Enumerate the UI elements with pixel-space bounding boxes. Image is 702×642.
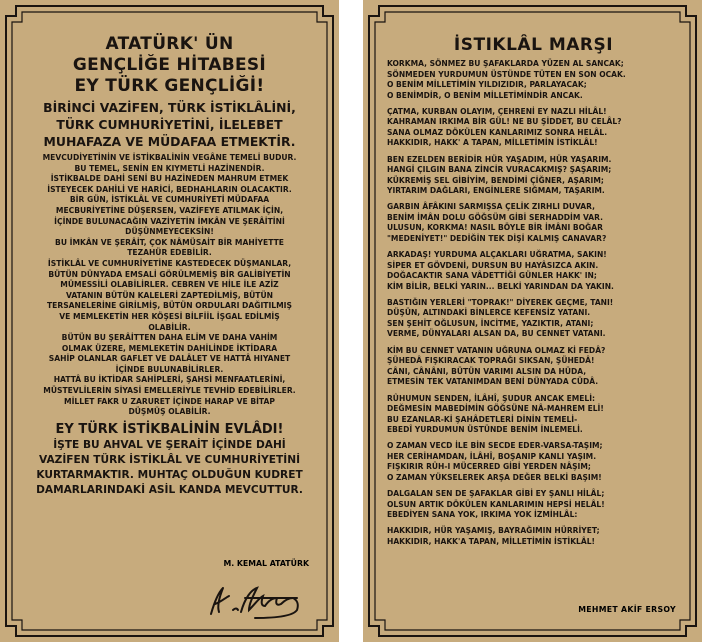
hitabe-intro (20, 99, 319, 150)
body-line: BU İMKÂN VE ŞERÂİT, ÇOK NÂMÜSAİT BİR MAHİYETTE (55, 237, 284, 247)
stanza-line: GARBIN ÂFÂKINI SARMIŞSA ÇELİK ZIRHLI DUVAR, (387, 202, 595, 212)
body-line: TERSANELERİNE GİRİLMİŞ, BÜTÜN ORDULARI DAĞITILMIŞ (47, 301, 292, 311)
stanza-line: HAKKIDIR, HAKK'A TAPAN, MİLLETİMİN İSTİKLÂL! (387, 536, 595, 546)
body-line: BÜTÜN DÜNYADA EMSALİ GÖRÜLMEMİŞ BİR GALİBİYETİN (48, 269, 291, 279)
body-line: İÇİNDE BULUNACAĞIN VAZİYETİN İMKÂN VE ŞERÂİTİNİ (54, 216, 285, 226)
body-line: İSTEYECEK DAHİLİ VE HARİCİ, BEDHAHLARIN OLACAKTIR. (47, 184, 292, 194)
body-line: BU TEMEL, SENİN EN KIYMETLİ HAZİNENDİR. (74, 163, 265, 173)
stanza-line: DÜŞÜN, ALTINDAKİ BİNLERCE KEFENSİZ YATANI. (387, 308, 591, 318)
closing-line: DAMARLARINDAKİ ASİL KANDA MEVCUTTUR. (36, 483, 303, 496)
signature-name: M. KEMAL ATATÜRK (223, 559, 309, 568)
stanza-line: KİM BU CENNET VATANIN UĞRUNA OLMAZ Kİ FEDÂ? (387, 345, 606, 355)
stanza-line: DOĞACAKTIR SANA VÂDETTİĞİ GÜNLER HAKK' IN; (387, 271, 597, 281)
body-line: TEZAHÜR EDEBİLİR. (127, 248, 212, 258)
hitabe-body (20, 153, 319, 418)
hitabe-closing (20, 438, 319, 498)
body-line: MEVCUDİYETİNİN VE İSTİKBALİNİN VEGÂNE TEMELİ BUDUR. (42, 153, 297, 162)
stanza-line: RÛHUMUN SENDEN, İLÂHÎ, ŞUDUR ANCAK EMELİ: (387, 393, 596, 403)
ataturk-signature-image (205, 578, 315, 624)
intro-line: BİRİNCİ VAZİFEN, TÜRK İSTİKLÂLİNİ, (43, 100, 296, 115)
stanza-line: O ZAMAN YÜKSELEREK ARŞA DEĞER BELKİ BAŞIM! (387, 472, 602, 482)
gencelige-hitabe-plaque (0, 0, 339, 642)
stanza-line: ETMESİN TEK VATANIMDAN BENİ DÜNYADA CÜDÂ. (387, 377, 599, 387)
body-line: HATTÂ BU İKTİDAR SAHİPLERİ, ŞAHSİ MENFAATLERİNİ, (53, 375, 286, 385)
stanza (387, 441, 680, 483)
stanza-line: DALGALAN SEN DE ŞAFAKLAR GİBİ EY ŞANLI HİLÂL; (387, 489, 605, 499)
body-line: İSTİKBALDE DAHİ SENİ BU HAZİNEDEN MAHRUM ETMEK (50, 174, 289, 184)
stanza-line: BU EZANLAR-Kİ ŞAHÂDETLERİ DİNİN TEMELİ- (387, 414, 578, 424)
title-line: EY TÜRK GENÇLİĞİ! (74, 76, 265, 96)
stanza-line: KİM BİLİR, BELKİ YARIN... BELKİ YARINDAN DA YAKIN. (387, 281, 614, 291)
stanza-line: ARKADAŞ! YURDUMA ALÇAKLARI UĞRATMA, SAKIN! (387, 250, 607, 260)
body-line: MÜMESSİLİ OLABİLİRLER. CEBREN VE HİLE İLE AZİZ (60, 280, 279, 290)
title-line: ATATÜRK' ÜN (105, 34, 234, 54)
stanza (387, 526, 680, 547)
stanza-line: KORKMA, SÖNMEZ BU ŞAFAKLARDA YÜZEN AL SANCAK; (387, 59, 624, 68)
stanza-line: SANA OLMAZ DÖKÜLEN KANLARIMIZ SONRA HELÂL. (387, 127, 608, 137)
stanza (387, 489, 680, 521)
author-signature: MEHMET AKİF ERSOY (578, 605, 676, 614)
intro-line: TÜRK CUMHURİYETİNİ, İLELEBET (56, 117, 283, 132)
stanza-line: O ZAMAN VECD İLE BİN SECDE EDER-VARSA-TAŞIM; (387, 441, 603, 451)
left-content (20, 34, 319, 620)
stanza-line: SÖNMEDEN YURDUMUN ÜSTÜNDE TÜTEN EN SON OCAK. (387, 69, 626, 79)
stanza-list (387, 59, 680, 547)
body-line: OLABİLİR. (148, 322, 191, 332)
hitabe-title (20, 34, 319, 97)
body-line: MÜSTEVLİLERİN SİYASİ EMELLERİYLE TEVHİD EDEBİLİRLER. (43, 386, 296, 396)
stanza-line: BASTIĞIN YERLERİ "TOPRAK!" DİYEREK GEÇME, TANI! (387, 297, 614, 307)
stanza-line: ULUSUN, KORKMA! NASIL BÖYLE BİR İMÂNI BOĞAR (387, 223, 603, 233)
stanza-line: FIŞKIRIR RÛH-I MÜCERRED GİBİ YERDEN NÂŞIM; (387, 462, 591, 472)
stanza-line: O BENİM MİLLETİMİN YILDIZIDIR, PARLAYACAK; (387, 80, 587, 89)
stanza (387, 202, 680, 244)
stanza-line: OLSUN ARTIK DÖKÜLEN KANLARIMIN HEPSİ HELÂL! (387, 499, 605, 509)
stanza-line: BEN EZELDEN BERİDİR HÜR YAŞADIM, HÜR YAŞARIM. (387, 154, 612, 164)
stanza (387, 298, 680, 340)
body-line: MİLLET FAKR U ZARURET İÇİNDE HARAP VE BİTAP (64, 396, 275, 406)
body-line: BİR GÜN, İSTİKLÂL VE CUMHURİYETİ MÜDAFAA (69, 195, 270, 205)
body-line: VATANIN BÜTÜN KALELERİ ZAPTEDİLMİŞ, BÜTÜN (65, 290, 274, 300)
stanza-line: HAKKIDIR, HAKK' A TAPAN, MİLLETİMİN İSTİKLÂL! (387, 138, 598, 148)
stanza-line: "MEDENİYET!" DEDİĞİN TEK DİŞİ KALMIŞ CANAVAR? (387, 233, 607, 243)
stanza-line: HAKKIDIR, HÜR YAŞAMIŞ, BAYRAĞIMIN HÜRRİYET; (387, 526, 600, 536)
stanza-line: YIRTARIM DAĞLARI, ENGİNLERE SIĞMAM, TAŞARIM. (387, 186, 605, 196)
closing-line: VAZİFEN TÜRK İSTİKLÂL VE CUMHURİYETİNİ (38, 453, 301, 466)
stanza-line: CÂNI, CÂNÂNI, BÜTÜN VARIMI ALSIN DA HÜDA, (387, 366, 587, 376)
stanza-line: KÜKREMİŞ SEL GİBİYİM, BENDİMİ ÇİĞNER, AŞARIM; (387, 175, 604, 185)
body-line: İÇİNDE BULUNABİLİRLER. (115, 364, 224, 374)
body-line: SAHİP OLANLAR GAFLET VE DALÂLET VE HATTÂ HIYANET (48, 354, 291, 364)
stanza-line: ŞÜHEDÂ FIŞKIRACAK TOPRAĞI SIKSAN, ŞÜHEDÂ! (387, 356, 595, 366)
intro-line: MUHAFAZA VE MÜDAFAA ETMEKTİR. (43, 134, 296, 149)
stanza-line: VERME, DÜNYALARI ALSAN DA, BU CENNET VATANI. (387, 329, 606, 339)
stanza (387, 155, 680, 197)
istiklal-marsi-plaque (363, 0, 702, 642)
stanza (387, 107, 680, 149)
body-line: MECBURİYETİNE DÜŞERSEN, VAZİFEYE ATILMAK İÇİN, (55, 205, 284, 215)
stanza-line: HER CERİHAMDAN, İLÂHÎ, BOŞANIP KANLI YAŞIM. (387, 451, 597, 461)
title-line: GENÇLİĞE HİTABESİ (72, 55, 267, 75)
closing-line: KURTARMAKTIR. MUHTAÇ OLDUĞUN KUDRET (36, 468, 303, 481)
stanza-line: DEĞMESİN MABEDİMİN GÖĞSÜNE NÂ-MAHREM ELİ! (387, 404, 604, 414)
closing-heading: EY TÜRK İSTİKBALİNİN EVLÂDI! (55, 421, 284, 437)
stanza (387, 346, 680, 388)
closing-line: İŞTE BU AHVAL VE ŞERAİT İÇİNDE DAHİ (53, 438, 286, 451)
stanza-line: EBEDİYEN SANA YOK, IRKIMA YOK İZMİHLÂL: (387, 510, 578, 520)
stanza-line: SİPER ET GÖVDENİ, DURSUN BU HAYÂSIZCA AKIN. (387, 260, 599, 270)
stanza-line: BENİM İMÂN DOLU GÖĞSÜM GİBİ SERHADDİM VAR. (387, 212, 603, 222)
body-line: BÜTÜN BU ŞERÂİTTEN DAHA ELİM VE DAHA VAHİM (61, 333, 278, 343)
body-line: OLMAK ÜZERE, MEMLEKETİN DAHİLİNDE İKTİDARA (61, 343, 278, 353)
stanza (387, 59, 680, 101)
body-line: DÜŞMÜŞ OLABİLİR. (128, 407, 211, 417)
stanza-line: HANGİ ÇILGIN BANA ZİNCİR VURACAKMIŞ? ŞAŞARIM; (387, 165, 612, 175)
stanza-line: SEN ŞEHİT OĞLUSUN, İNCİTME, YAZIKTIR, ATANI; (387, 318, 594, 328)
marsi-title: İSTIKLÂL MARŞI (453, 35, 614, 55)
stanza-line: EBEDÎ YURDUMUN ÜSTÜNDE BENİM İNLEMELİ. (387, 425, 583, 435)
body-line: DÜŞÜNMEYECEKSİN! (125, 227, 214, 237)
body-line: İSTİKLÂL VE CUMHURİYETİNE KASTEDECEK DÜŞMANLAR, (47, 258, 292, 268)
stanza-line: O BENİMDİR, O BENİM MİLLETİMİNDİR ANCAK. (387, 90, 583, 100)
stanza-line: KAHRAMAN IRKIMA BİR GÜL! NE BU ŞİDDET, BU CELÂL? (387, 117, 622, 127)
stanza (387, 250, 680, 292)
body-line: VE MEMLEKETİN HER KÖŞESİ BİLFİİL İŞGAL EDİLMİŞ (59, 311, 280, 321)
stanza (387, 394, 680, 436)
stanza-line: ÇATMA, KURBAN OLAYIM, ÇEHRENİ EY NAZLI HİLÂL! (387, 106, 607, 116)
right-content (387, 34, 680, 620)
